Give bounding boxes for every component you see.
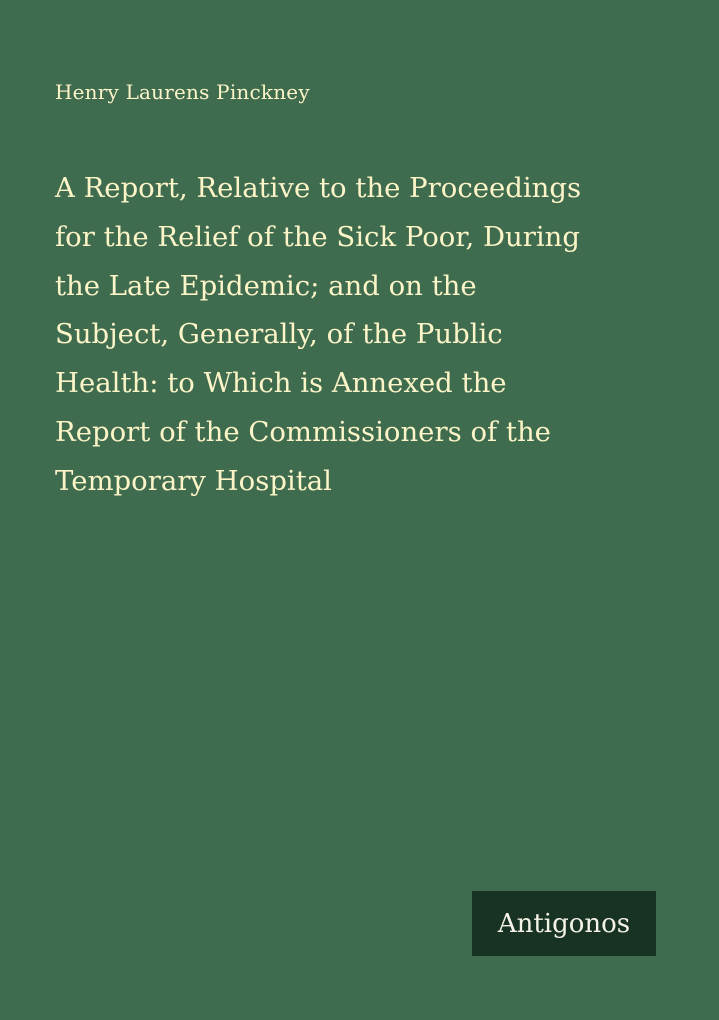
publisher-name: Antigonos — [497, 908, 631, 939]
author-name: Henry Laurens Pinckney — [55, 80, 310, 104]
title-line: Subject, Generally, of the Public — [55, 318, 503, 351]
publisher-badge — [472, 891, 656, 956]
book-title — [55, 164, 665, 506]
title-line: A Report, Relative to the Proceedings — [55, 172, 582, 204]
title-line: Report of the Commissioners of the — [55, 415, 551, 448]
title-line: Health: to Which is Annexed the — [55, 367, 507, 400]
title-line: the Late Epidemic; and on the — [55, 269, 477, 302]
title-line: Temporary Hospital — [55, 464, 332, 497]
title-line: for the Relief of the Sick Poor, During — [55, 220, 580, 253]
